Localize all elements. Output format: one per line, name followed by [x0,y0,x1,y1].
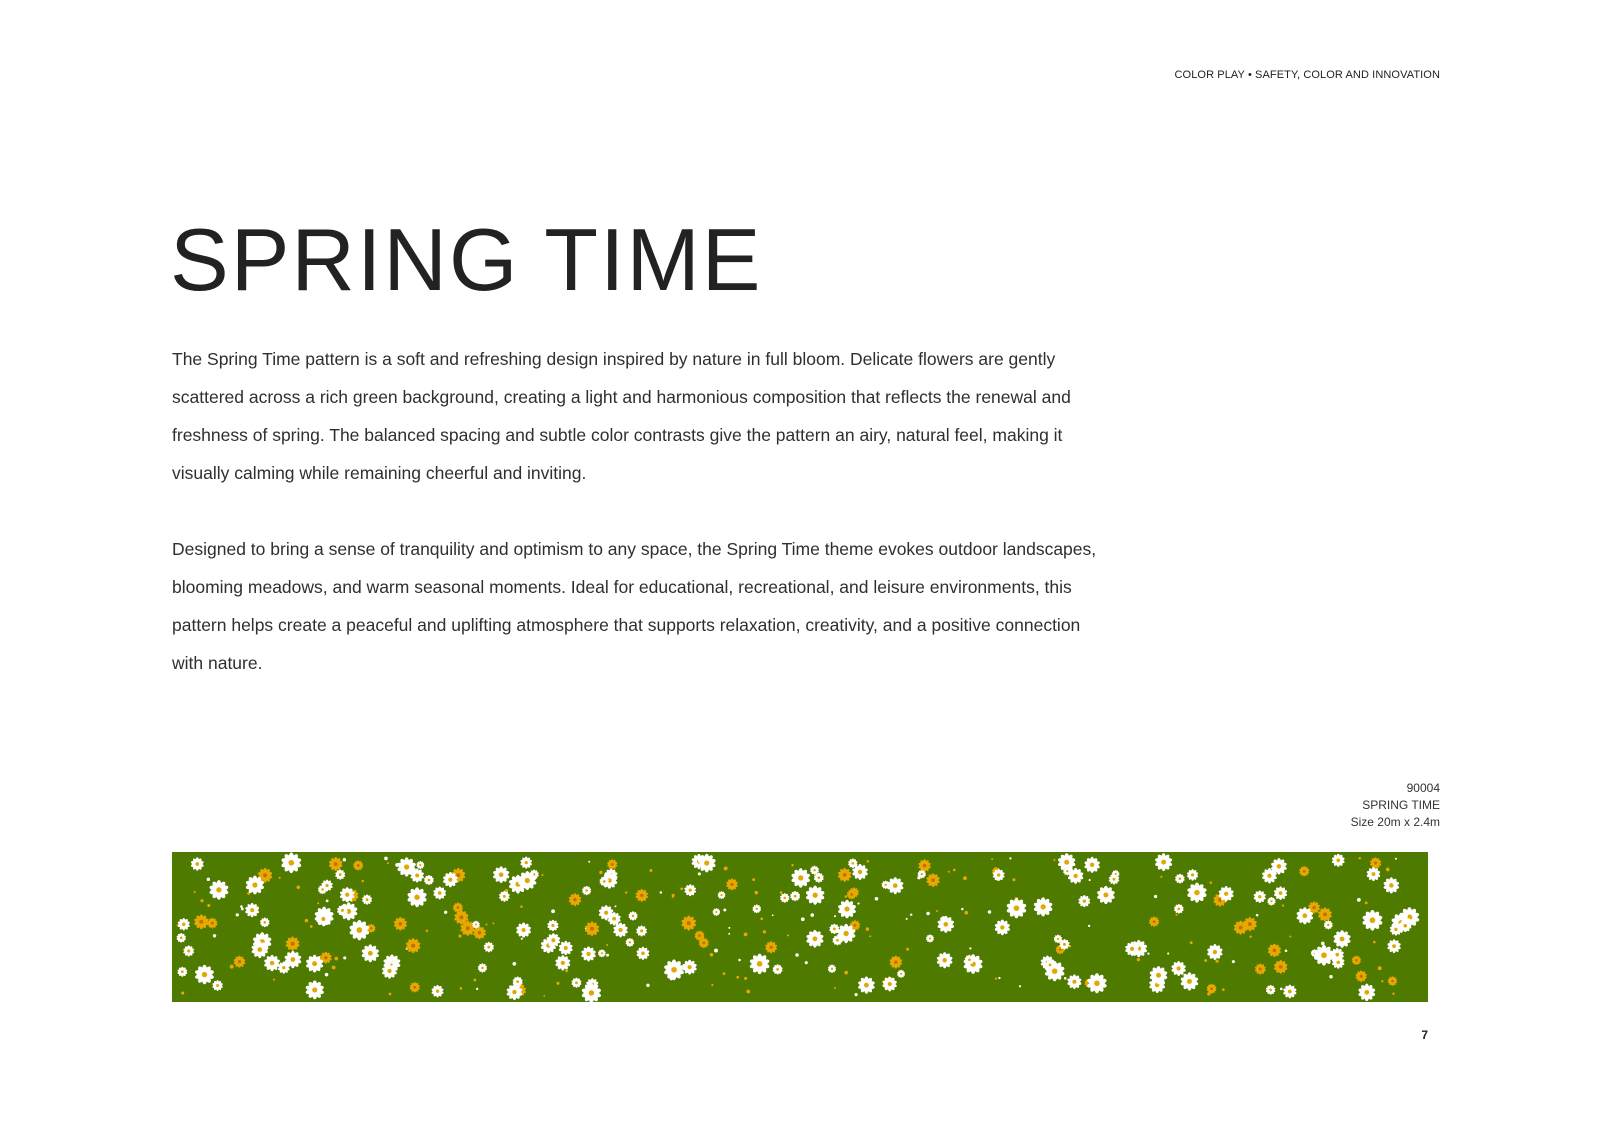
seed-dot [1386,868,1390,872]
flower-icon [1174,904,1184,914]
seed-dot [875,897,879,901]
seed-dot [1392,993,1394,995]
seed-dot [389,993,392,996]
seed-dot [343,956,346,959]
flower-icon [684,884,696,896]
flower-icon [636,947,650,960]
seed-dot [615,905,617,907]
flower-icon [805,886,825,905]
flower-icon [1084,857,1101,873]
seed-dot [317,902,319,904]
flower-icon [1054,935,1063,944]
seed-dot [964,911,968,915]
seed-dot [1012,878,1015,881]
flower-icon [1383,877,1400,893]
seed-dot [343,858,346,861]
seed-dot [910,913,912,915]
flower-icon [433,886,447,899]
flower-icon [681,916,696,931]
seed-dot [543,995,545,997]
flower-icon [212,980,223,991]
seed-dot [1175,914,1177,916]
flower-icon [897,970,905,978]
flower-icon [1187,883,1208,903]
seed-dot [1009,857,1011,859]
flower-icon [362,894,373,904]
flower-icon [405,938,420,953]
flower-icon [571,978,582,988]
seed-dot [194,891,196,893]
flower-icon [520,857,533,869]
seed-dot [1249,935,1251,937]
seed-dot [646,984,649,987]
seed-dot [738,959,741,962]
seed-dot [810,913,814,917]
flower-icon [765,941,778,953]
seed-dot [1053,859,1055,861]
flower-icon [584,921,599,936]
flower-icon [555,955,571,971]
seed-dot [714,949,718,953]
seed-dot [969,947,971,949]
product-size: Size 20m x 2.4m [1350,815,1440,829]
flower-icon [516,922,532,937]
seed-dot [361,880,363,882]
seed-dot [780,891,783,894]
seed-dot [772,914,774,916]
seed-dot [906,948,909,951]
seed-dot [1147,953,1149,955]
seed-dot [698,872,701,875]
seed-dot [746,990,750,994]
seed-dot [680,887,683,890]
flower-icon [194,965,214,985]
seed-dot [1064,977,1067,980]
seed-dot [763,930,766,933]
flower-icon [1207,944,1223,960]
flower-icon [628,911,638,920]
seed-dot [998,977,1000,979]
seed-dot [1088,925,1090,927]
flower-icon [329,857,343,871]
flower-icon [726,878,738,890]
flower-icon [558,941,573,955]
seed-dot [556,982,559,985]
flower-icon [492,866,509,883]
seed-dot [625,891,627,893]
flower-icon [499,891,510,902]
seed-dot [936,910,938,912]
seed-dot [1280,988,1283,991]
flower-icon [828,965,837,973]
flower-icon [1253,890,1266,903]
seed-dot [334,957,338,961]
page-number: 7 [1421,1028,1428,1042]
seed-dot [1289,935,1291,937]
flower-icon [937,916,955,933]
flower-icon [194,914,209,929]
flower-icon [790,891,800,901]
flower-icon [1370,857,1382,869]
spring-time-pattern-swatch [172,852,1428,1002]
flower-icon [305,980,325,999]
flower-icon [717,891,725,899]
flower-icon [810,866,819,875]
flower-icon [409,982,420,992]
seed-dot [1154,895,1157,898]
flower-icon [416,861,424,869]
flower-icon [1206,984,1216,994]
flower-icon [177,967,187,977]
flower-icon [568,893,581,906]
flower-icon [176,933,186,943]
seed-dot [995,977,997,979]
flower-icon [1362,910,1383,931]
seed-dot [834,915,836,917]
seed-dot [273,979,275,981]
flower-icon [1358,984,1376,1002]
seed-dot [723,909,726,912]
flower-icon [806,930,824,948]
seed-dot [728,927,730,929]
seed-dot [521,938,523,940]
seed-dot [791,864,793,866]
flower-icon [281,852,302,873]
flower-icon [1187,869,1199,881]
flower-icon [837,900,856,919]
seed-dot [332,966,336,970]
flower-icon [1180,972,1199,990]
flower-icon [1033,897,1053,916]
seed-dot [834,987,836,989]
flower-icon [1333,930,1351,948]
product-info [1351,780,1440,831]
seed-dot [1395,858,1397,860]
flower-icon [478,963,488,972]
flower-icon [190,857,204,870]
seed-dot [1204,959,1207,962]
seed-dot [492,922,494,924]
flower-icon [393,917,407,931]
flower-icon [361,944,380,962]
seed-dot [711,984,713,986]
flower-icon [607,859,618,870]
seed-dot [606,954,609,957]
seed-dot [1210,881,1213,884]
seed-dot [1357,898,1361,902]
product-code: 90004 [1406,781,1440,795]
flower-icon [1387,939,1401,953]
seed-dot [1167,953,1169,955]
seed-dot [1282,904,1284,906]
flower-icon [1274,960,1288,974]
seed-dot [1222,988,1225,991]
seed-dot [867,860,870,863]
flower-icon [663,959,684,980]
seed-dot [1160,876,1162,878]
seed-dot [857,903,859,905]
flower-icon [1352,956,1362,965]
seed-dot [213,934,216,937]
flower-icon [177,918,190,931]
seed-dot [460,987,463,990]
seed-dot [805,961,808,964]
paragraph-2: Designed to bring a sense of tranquility and optimism to any space, the Spring Time theme evokes outdoor landscapes, blooming meadows, and warm seasonal moments. Ideal for educational, recreational, and leisure environments, this pattern helps create a peaceful and uplifting atmosphere that supports relaxation, creativity, and a positive connection with nature. [172,539,1097,673]
flower-icon [1355,970,1367,982]
seed-dot [752,878,755,881]
flower-icon [1299,866,1310,876]
flower-icon [1175,874,1185,884]
seed-dot [1378,966,1382,970]
seed-dot [1381,980,1383,982]
seed-dot [240,905,243,908]
flower-icon [1154,853,1172,871]
seed-dot [551,909,555,913]
body-text [172,340,1107,720]
flower-icon [207,918,218,929]
flower-icon [772,964,783,974]
running-header: COLOR PLAY • SAFETY, COLOR AND INNOVATION [1174,69,1440,81]
seed-dot [458,934,461,937]
seed-dot [1285,949,1288,952]
flower-icon [1313,945,1334,966]
flower-icon [780,893,790,903]
seed-dot [599,871,602,874]
flower-icon [889,956,902,969]
seed-dot [1215,959,1218,962]
paragraph-1: The Spring Time pattern is a soft and refreshing design inspired by nature in full bloom. Delicate flowers are gently scattered across a rich green background, creating a light and harmonious composition that reflects the renewal and freshness of spring. The balanced spacing and subtle color contrasts give the pattern an airy, natural feel, making it visually calming while remaining cheerful and inviting. [172,349,1071,483]
seed-dot [866,927,869,930]
seed-dot [426,930,428,932]
seed-dot [963,876,967,880]
flower-icon [918,859,931,872]
flower-icon [1255,963,1267,974]
seed-dot [236,913,239,916]
seed-dot [1232,960,1235,963]
flower-icon [598,949,606,957]
flower-icon [582,886,592,895]
flower-icon [581,946,597,961]
seed-dot [787,934,789,936]
flower-icon [1078,895,1091,907]
seed-dot [384,857,388,861]
flower-icon [353,860,364,870]
seed-dot [991,858,993,860]
seed-dot [744,932,748,936]
seed-dot [476,988,478,990]
seed-dot [723,972,726,975]
seed-dot [1019,985,1021,987]
seed-dot [485,924,487,926]
flower-icon [260,917,270,927]
seed-dot [387,862,389,864]
seed-dot [1089,879,1091,881]
seed-dot [588,861,590,863]
flower-icon [285,937,300,951]
seed-dot [801,917,805,921]
flower-icon [1149,917,1160,927]
seed-dot [728,933,730,935]
flower-icon [233,956,245,968]
seed-dot [1256,914,1259,917]
seed-dot [948,871,950,873]
seed-dot [230,965,234,969]
flower-icon [791,868,811,887]
seed-dot [565,969,568,972]
page-title: SPRING TIME [170,210,763,309]
flower-icon [1171,961,1187,976]
seed-dot [207,904,210,907]
flower-icon [245,903,260,917]
flower-icon [581,983,602,1002]
seed-dot [326,899,329,902]
flower-icon [838,868,852,882]
seed-dot [988,910,991,913]
flower-icon [349,920,370,941]
flower-icon [1324,920,1333,929]
seed-dot [953,869,956,872]
flower-icon [335,869,346,879]
seed-dot [512,962,516,966]
flower-icon [1283,985,1297,999]
flower-icon [431,985,444,998]
seed-dot [207,878,210,881]
seed-dot [710,953,713,956]
seed-dot [473,979,476,982]
seed-dot [755,891,759,895]
seed-dot [1137,958,1140,961]
seed-dot [1329,975,1332,978]
seed-dot [736,976,739,979]
flower-icon [407,887,428,907]
seed-dot [1359,857,1361,859]
daisy-pattern-icon [172,852,1428,1002]
seed-dot [795,953,799,957]
seed-dot [241,908,244,911]
seed-dot [1190,941,1193,944]
flower-icon [635,889,648,902]
seed-dot [961,908,963,910]
flower-icon [424,875,434,885]
flower-icon [209,880,229,900]
flower-icon [994,919,1010,935]
flower-icon [625,938,634,947]
seed-dot [844,971,848,975]
seed-dot [660,891,662,893]
seed-dot [906,918,908,920]
seed-dot [325,973,329,977]
flower-icon [1086,973,1107,993]
flower-icon [473,926,487,939]
seed-dot [181,991,184,994]
flower-icon [926,934,934,942]
seed-dot [760,918,763,921]
flower-icon [926,873,940,887]
flower-icon [1273,886,1287,900]
flower-icon [183,945,195,956]
flower-icon [682,960,697,975]
seed-dot [305,919,308,922]
flower-icon [963,954,983,974]
seed-dot [869,935,871,937]
product-name: SPRING TIME [1362,798,1440,812]
seed-dot [310,925,313,928]
flower-icon [936,952,953,968]
seed-dot [200,899,203,902]
seed-dot [606,944,608,946]
seed-dot [724,866,728,870]
seed-dot [854,993,857,996]
flower-icon [1096,886,1115,904]
seed-dot [1373,941,1376,944]
flower-icon [749,954,770,974]
seed-dot [520,905,523,908]
seed-dot [444,911,447,914]
seed-dot [296,886,300,890]
seed-dot [845,895,848,898]
flower-icon [712,908,720,916]
flower-icon [1267,944,1281,958]
flower-icon [1388,976,1398,986]
flower-icon [483,942,494,953]
seed-dot [926,912,929,915]
flower-icon [1331,854,1345,867]
seed-dot [279,877,281,879]
seed-dot [744,977,747,980]
seed-dot [672,894,675,897]
flower-icon [857,976,875,993]
flower-icon [1267,897,1276,906]
flower-icon [1366,867,1381,881]
seed-dot [1365,901,1368,904]
seed-dot [649,869,652,872]
flower-icon [752,904,761,913]
seed-dot [541,874,543,876]
seed-dot [1321,942,1325,946]
flower-icon [1067,974,1082,989]
flower-icon [547,920,559,932]
flower-icon [1266,985,1276,995]
flower-icon [1006,898,1027,918]
flower-icon [636,925,648,936]
